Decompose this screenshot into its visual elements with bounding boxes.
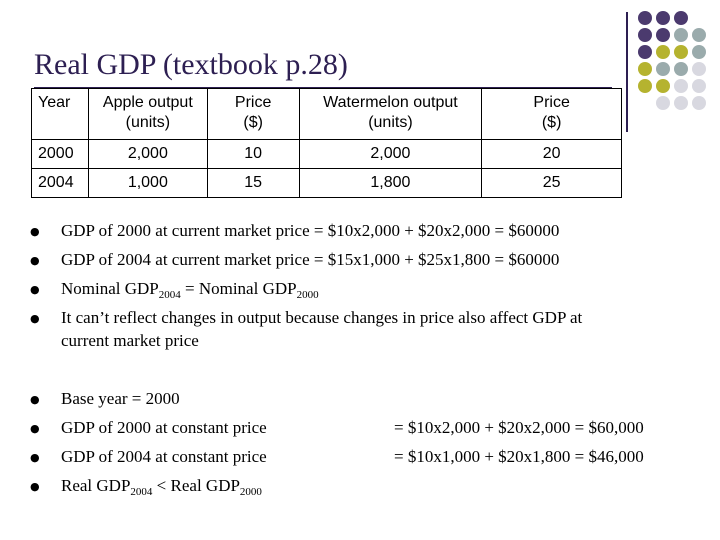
bullet-marker-icon: ●: [30, 480, 40, 493]
cell-watermelon-price: 20: [482, 140, 622, 169]
cell-apple-price: 10: [207, 140, 299, 169]
bullet-real-gdp-less: Real $GDP_{2004}$ < Real $GDP_{2000}$: [61, 476, 262, 498]
cell-apple-output: 2,000: [88, 140, 207, 169]
header-apple-price: Price ($): [207, 89, 299, 140]
header-apple-output: Apple output (units): [88, 89, 207, 140]
bullet-base-year: Base year = 2000: [61, 389, 180, 408]
slide-title: Real GDP (textbook p.28): [34, 48, 348, 81]
bullet-reflect-changes: It can’t reflect changes in output because changes in price also affect GDP at: [61, 308, 583, 327]
bullet-marker-icon: ●: [30, 393, 40, 406]
bullet-marker-icon: ●: [30, 451, 40, 464]
cell-watermelon-output: 1,800: [299, 169, 482, 198]
bullet-reflect-changes-cont: current market price: [61, 331, 199, 350]
gdp-2000-constant-value: = $10x2,000 + $20x2,000 = $60,000: [394, 418, 644, 437]
cell-apple-output: 1,000: [88, 169, 207, 198]
cell-apple-price: 15: [207, 169, 299, 198]
bullet-marker-icon: ●: [30, 254, 40, 267]
gdp-2004-constant-value: = $10x1,000 + $20x1,800 = $46,000: [394, 447, 644, 466]
header-year: Year: [32, 89, 89, 140]
bullet-gdp-2004-current: GDP of 2004 at current market price = $15x1,000 + $25x1,800 = $60000: [61, 250, 560, 269]
cell-year: 2004: [32, 169, 89, 198]
cell-watermelon-price: 25: [482, 169, 622, 198]
bullet-gdp-2000-constant: GDP of 2000 at constant price: [61, 418, 267, 437]
header-watermelon-output: Watermelon output (units): [299, 89, 482, 140]
bullet-marker-icon: ●: [30, 312, 40, 325]
cell-watermelon-output: 2,000: [299, 140, 482, 169]
bullet-marker-icon: ●: [30, 225, 40, 238]
bullet-gdp-2000-current: GDP of 2000 at current market price = $10x2,000 + $20x2,000 = $60000: [61, 221, 560, 240]
bullet-nominal-gdp-equal: Nominal $GDP_{2004}$ = Nominal $GDP_{2000}$: [61, 279, 319, 301]
cell-year: 2000: [32, 140, 89, 169]
bullet-marker-icon: ●: [30, 283, 40, 296]
header-watermelon-price: Price ($): [482, 89, 622, 140]
bullet-marker-icon: ●: [30, 422, 40, 435]
bullet-gdp-2004-constant: GDP of 2004 at constant price: [61, 447, 267, 466]
